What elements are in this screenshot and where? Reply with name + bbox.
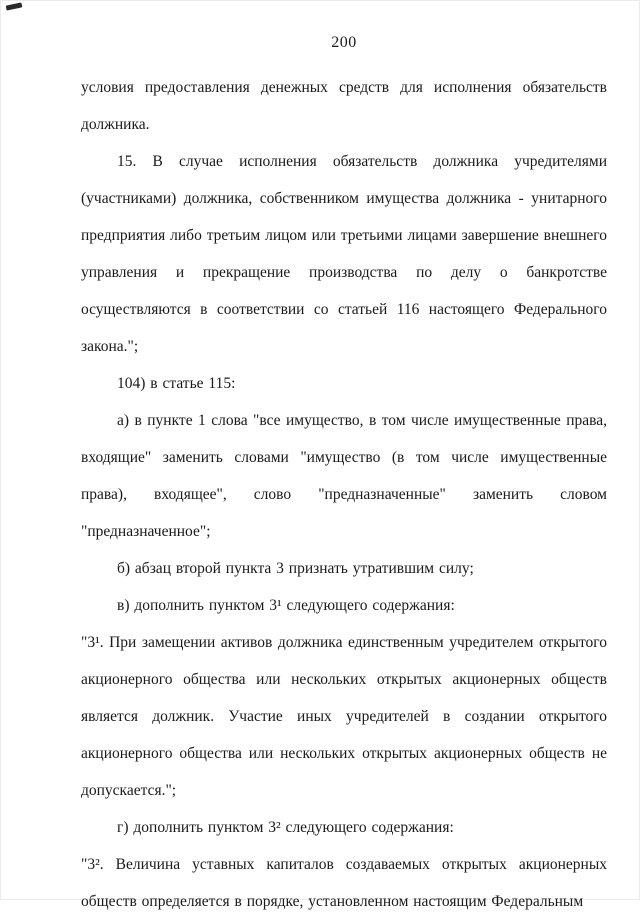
- document-body: [81, 69, 607, 920]
- paragraph: "3². Величина уставных капиталов создаваемых открытых акционерных обществ определяется в порядке, установленном настоящим Федеральным: [81, 856, 607, 910]
- page-number: 200: [331, 34, 357, 51]
- paragraph: а) в пункте 1 слова "все имущество, в том числе имущественные права, входящие" заменить словами "имущество (в том числе имущественные права), входящее", слово "предназначенные" заменить словом "предназначенное";: [81, 412, 607, 540]
- paragraph: б) абзац второй пункта 3 признать утратившим силу;: [117, 560, 474, 577]
- paragraph: условия предоставления денежных средств для исполнения обязательств должника.: [81, 79, 607, 133]
- paragraph: 104) в статье 115:: [117, 375, 236, 392]
- scan-artifact: [6, 2, 23, 10]
- paragraph: 15. В случае исполнения обязательств должника учредителями (участниками) должника, собственником имущества должника - унитарного предприятия либо третьим лицом или третьими лицами завершение внешнего управления и прекращение производства по делу о банкротстве осуществляются в соответствии со статьей 116 настоящего Федерального закона.";: [81, 153, 608, 355]
- paragraph: г) дополнить пунктом 3² следующего содержания:: [117, 819, 454, 836]
- paragraph: "3¹. При замещении активов должника единственным учредителем открытого акционерного общества или нескольких открытых акционерных обществ является должник. Участие иных учредителей в создании открытого акционерного общества или нескольких открытых акционерных обществ не допускается.";: [81, 634, 607, 799]
- paragraph: в) дополнить пунктом 3¹ следующего содержания:: [117, 597, 455, 614]
- content-column: [81, 0, 607, 920]
